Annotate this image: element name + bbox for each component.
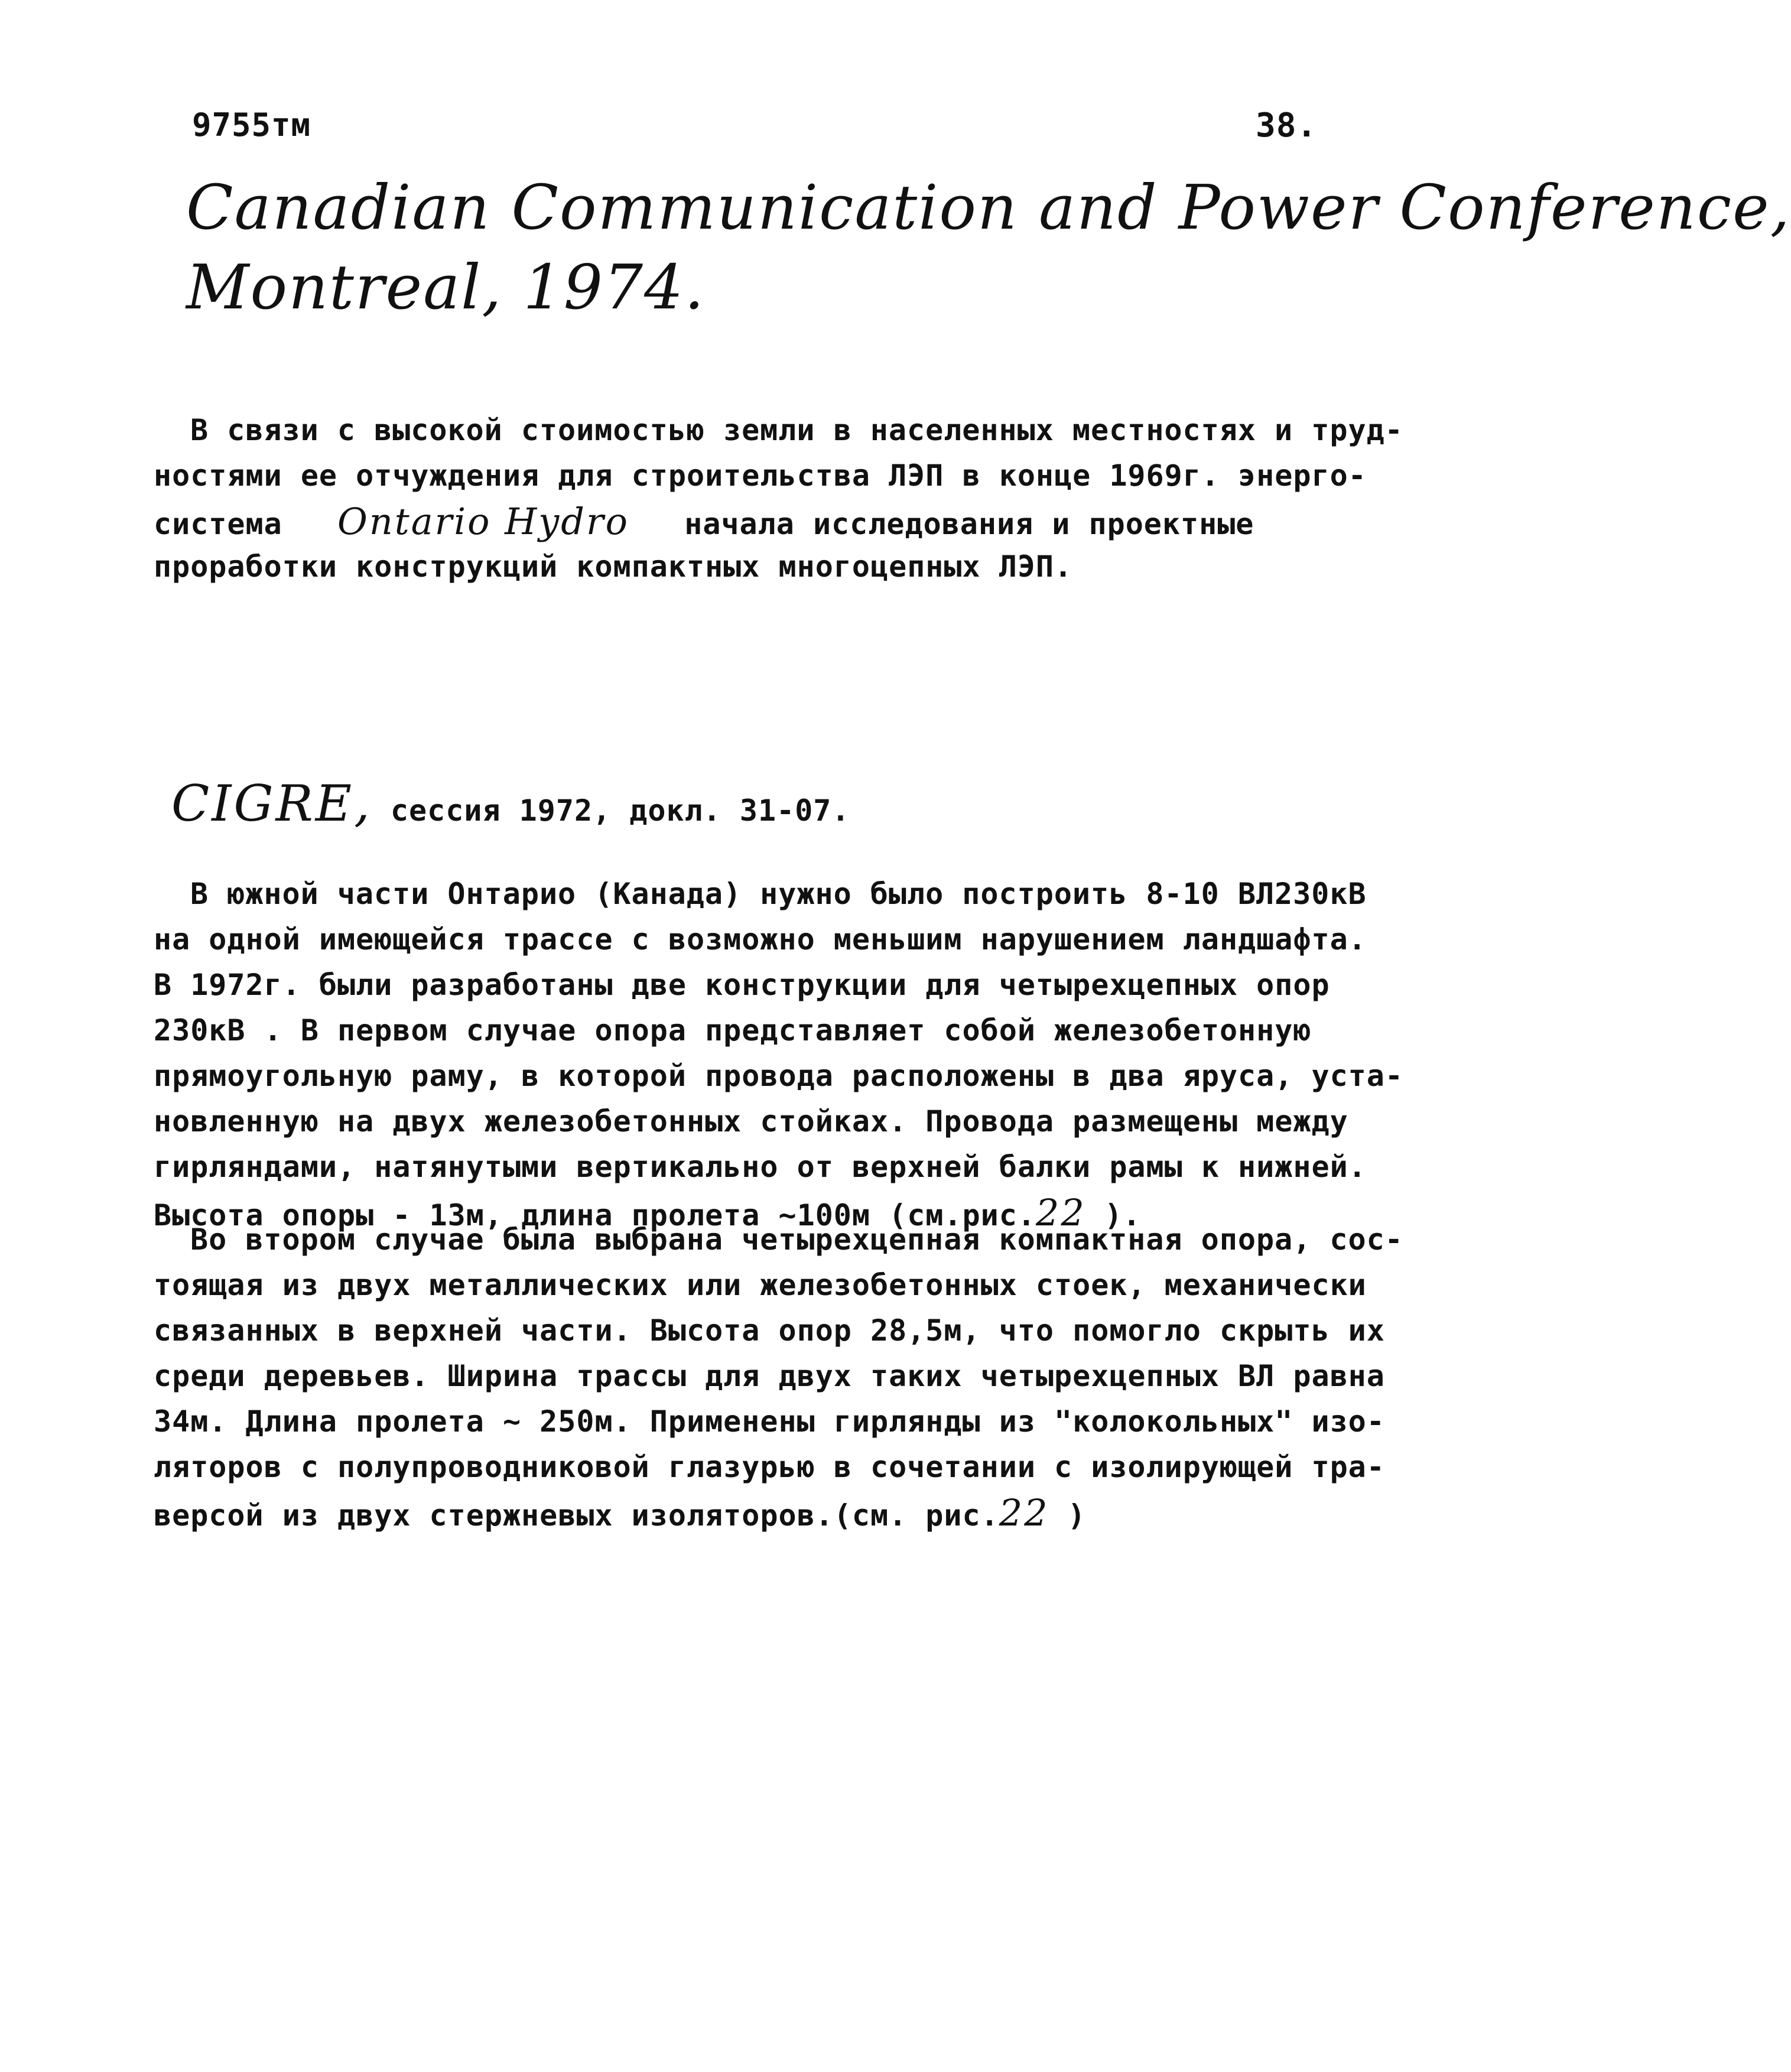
- reference-details: сессия 1972, докл. 31-07.: [390, 793, 850, 828]
- text-line: 230кВ . В первом случае опора представляет собой железобетонную: [154, 1013, 1312, 1048]
- text-line: [154, 1490, 1335, 1536]
- text-fragment: система: [154, 507, 282, 541]
- text-fragment: Высота опоры - 13м, длина пролета ~100м (см.рис.: [154, 1198, 1036, 1232]
- text-line: связанных в верхней части. Высота опор 28,5м, что помогло скрыть их: [154, 1313, 1385, 1348]
- handwritten-figure-number: 22: [1035, 1191, 1086, 1234]
- handwritten-source-line-1: Canadian Communication and Power Conference,: [186, 171, 1791, 243]
- text-line: 34м. Длина пролета ~ 250м. Применены гирлянды из "колокольных" изо-: [154, 1404, 1385, 1439]
- text-line: В 1972г. были разработаны две конструкции для четырехцепных опор: [154, 968, 1330, 1002]
- text-line: новленную на двух железобетонных стойках. Провода размещены между: [154, 1104, 1348, 1139]
- text-line: В связи с высокой стоимостью земли в населенных местностях и труд-: [190, 413, 1403, 447]
- text-line: среди деревьев. Ширина трассы для двух таких четырехцепных ВЛ равна: [154, 1359, 1385, 1393]
- paragraph-second-design: [154, 1217, 1403, 1536]
- text-line: ностями ее отчуждения для строительства ЛЭП в конце 1969г. энерго-: [154, 458, 1367, 493]
- handwritten-source-line-2: Montreal, 1974.: [186, 251, 706, 323]
- handwritten-figure-number: 22: [999, 1491, 1049, 1534]
- text-fragment: ).: [1104, 1198, 1142, 1232]
- text-line: на одной имеющейся трассе с возможно меньшим нарушением ландшафта.: [154, 922, 1367, 957]
- text-line: [154, 499, 1335, 544]
- handwritten-insert: Ontario Hydro: [337, 500, 629, 543]
- document-id: 9755тм: [192, 106, 311, 144]
- page-number: 38.: [1256, 106, 1318, 145]
- handwritten-cigre: CIGRE,: [171, 775, 372, 832]
- text-fragment: ): [1067, 1498, 1086, 1533]
- text-fragment: начала исследования и проектные: [684, 507, 1254, 541]
- source-reference: [171, 775, 850, 834]
- text-line: гирляндами, натянутыми вертикально от верхней балки рамы к нижней.: [154, 1150, 1367, 1184]
- paragraph-first-design: [154, 871, 1403, 1235]
- text-line: ляторов с полупроводниковой глазурью в сочетании с изолирующей тра-: [154, 1450, 1385, 1484]
- text-line: тоящая из двух металлических или железобетонных стоек, механически: [154, 1268, 1367, 1302]
- paragraph-intro: [154, 408, 1403, 590]
- text-fragment: версой из двух стержневых изоляторов.(см. рис.: [154, 1498, 999, 1533]
- text-line: В южной части Онтарио (Канада) нужно было построить 8-10 ВЛ230кВ: [190, 877, 1367, 911]
- text-line: проработки конструкций компактных многоцепных ЛЭП.: [154, 549, 1073, 584]
- text-line: Во втором случае была выбрана четырехцепная компактная опора, сос-: [190, 1222, 1403, 1257]
- text-line: прямоугольную раму, в которой провода расположены в два яруса, уста-: [154, 1059, 1403, 1093]
